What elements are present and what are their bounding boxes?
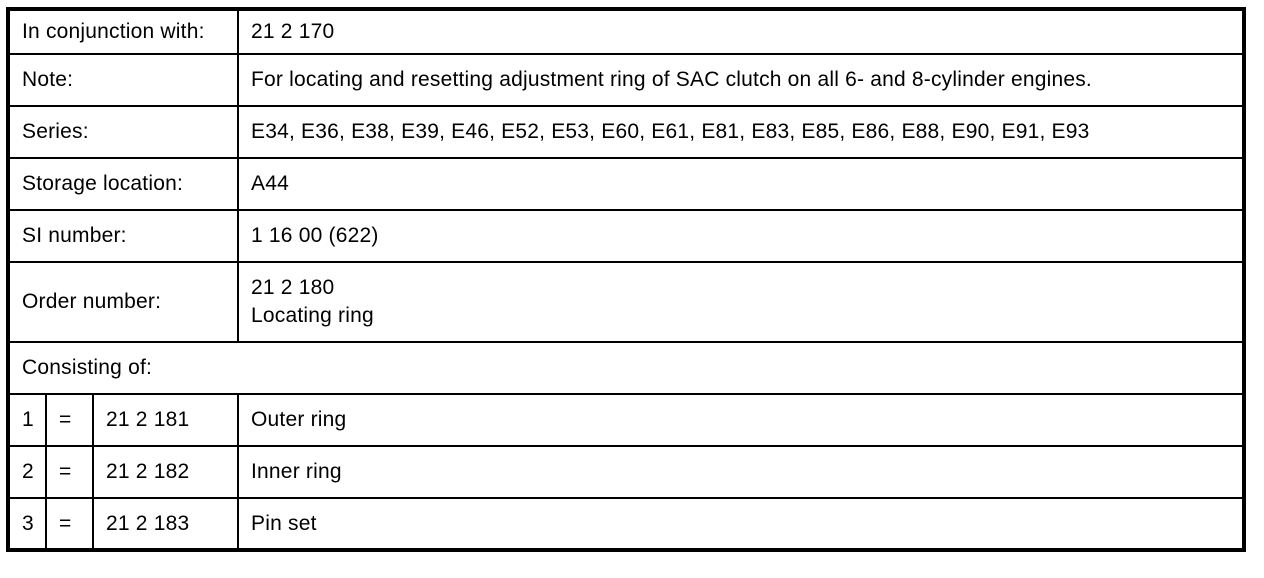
component-description: Pin set: [238, 498, 1244, 550]
info-row-conjunction: [8, 9, 1244, 54]
row-value-si-number: 1 16 00 (622): [238, 210, 1244, 262]
component-row-3: [8, 498, 1244, 550]
section-header-label: Consisting of:: [8, 342, 1244, 394]
row-label-si-number: SI number:: [8, 210, 238, 262]
info-row-series: [8, 106, 1244, 158]
component-row-2: [8, 446, 1244, 498]
order-number-value: 21 2 180: [251, 276, 335, 299]
info-row-note: [8, 54, 1244, 106]
equals-sign: =: [46, 394, 93, 446]
row-value-note: For locating and resetting adjustment ring of SAC clutch on all 6- and 8-cylinder engines.: [238, 54, 1244, 106]
row-value-series: E34, E36, E38, E39, E46, E52, E53, E60, E61, E81, E83, E85, E86, E88, E90, E91, E93: [238, 106, 1244, 158]
info-row-si-number: [8, 210, 1244, 262]
row-label-note: Note:: [8, 54, 238, 106]
component-description: Inner ring: [238, 446, 1244, 498]
component-part-number: 21 2 181: [93, 394, 238, 446]
section-header-row: [8, 342, 1244, 394]
component-part-number: 21 2 183: [93, 498, 238, 550]
row-label-order-number: Order number:: [8, 262, 238, 342]
info-row-storage-location: [8, 158, 1244, 210]
row-label-storage-location: Storage location:: [8, 158, 238, 210]
component-row-1: [8, 394, 1244, 446]
row-value-order-number: [238, 262, 1244, 342]
special-tool-info-table: [6, 7, 1246, 552]
row-value-storage-location: A44: [238, 158, 1244, 210]
component-index: 1: [8, 394, 46, 446]
equals-sign: =: [46, 498, 93, 550]
component-description: Outer ring: [238, 394, 1244, 446]
info-row-order-number: [8, 262, 1244, 342]
row-label-series: Series:: [8, 106, 238, 158]
order-number-name: Locating ring: [251, 304, 374, 327]
row-value-conjunction: 21 2 170: [238, 9, 1244, 54]
component-part-number: 21 2 182: [93, 446, 238, 498]
component-index: 3: [8, 498, 46, 550]
row-label-conjunction: In conjunction with:: [8, 9, 238, 54]
component-index: 2: [8, 446, 46, 498]
equals-sign: =: [46, 446, 93, 498]
